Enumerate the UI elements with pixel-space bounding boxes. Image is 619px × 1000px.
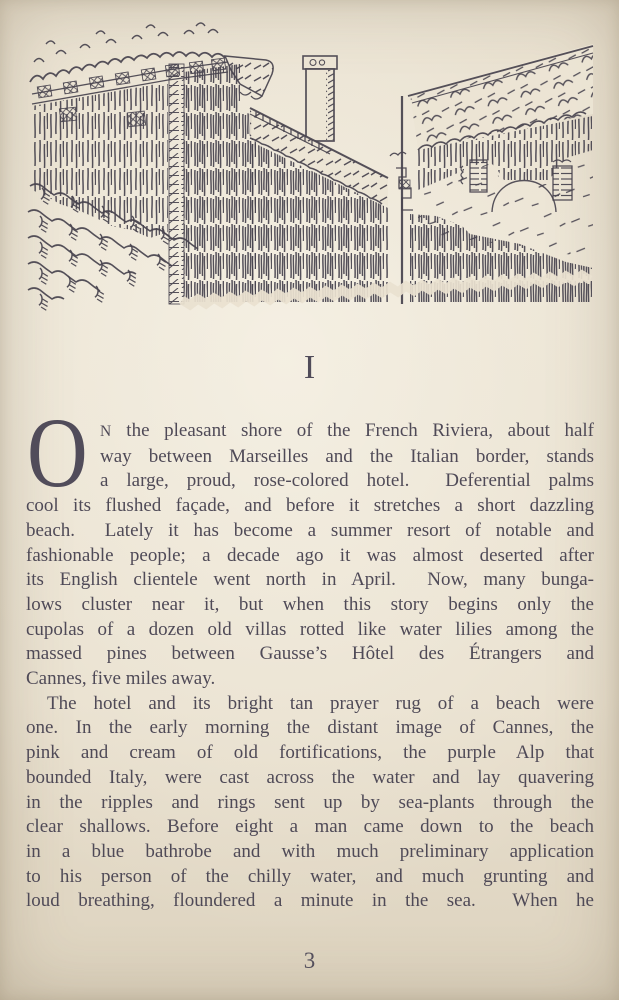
small-cap: N bbox=[100, 423, 112, 440]
text-line: Cannes, five miles away. bbox=[26, 668, 216, 690]
text-line: clear shallows. Before eight a man came down to the beach bbox=[26, 816, 594, 838]
text-line: bounded Italy, were cast across the water and lay quavering bbox=[26, 766, 594, 788]
page-number: 3 bbox=[303, 948, 316, 973]
rooftops-illustration-svg bbox=[25, 16, 595, 320]
paragraph-second bbox=[26, 692, 594, 914]
text-line: loud breathing, floundered a minute in the sea. When he bbox=[26, 890, 594, 912]
text-line: cool its flushed façade, and before it stretches a short dazzling bbox=[26, 495, 594, 517]
body-text bbox=[26, 397, 594, 914]
text-line: cupolas of a dozen old villas rotted like water lilies among the bbox=[26, 618, 594, 640]
text-line: a large, proud, rose-colored hotel. Deferential palms bbox=[100, 470, 594, 492]
text-line: The hotel and its bright tan prayer rug of a beach were bbox=[47, 692, 594, 714]
text-line: lows cluster near it, but when this story begins only the bbox=[26, 593, 594, 615]
paragraph-opening bbox=[26, 397, 594, 692]
text-line: one. In the early morning the distant image of Cannes, the bbox=[26, 717, 594, 739]
chapter-numeral: I bbox=[303, 349, 316, 386]
drop-cap: O bbox=[27, 397, 88, 508]
text-line: way between Marseilles and the Italian border, stands bbox=[100, 445, 594, 467]
text-line: fashionable people; a decade ago it was almost deserted after bbox=[26, 544, 594, 566]
text-line: its English clientele went north in April. Now, many bunga- bbox=[26, 569, 594, 591]
text-line: massed pines between Gausse’s Hôtel des Étrangers and bbox=[26, 643, 594, 665]
text-line: N the pleasant shore of the French Riviera, about half bbox=[100, 420, 594, 441]
text-line: in a blue bathrobe and with much preliminary application bbox=[26, 840, 594, 862]
text-line: pink and cream of old fortifications, the purple Alp that bbox=[26, 742, 594, 764]
text-line: to his person of the chilly water, and much grunting and bbox=[26, 865, 594, 887]
text-line: in the ripples and rings sent up by sea-plants through the bbox=[26, 791, 594, 813]
text-line: beach. Lately it has become a summer resort of notable and bbox=[26, 519, 594, 541]
rooftops-illustration bbox=[25, 16, 595, 320]
